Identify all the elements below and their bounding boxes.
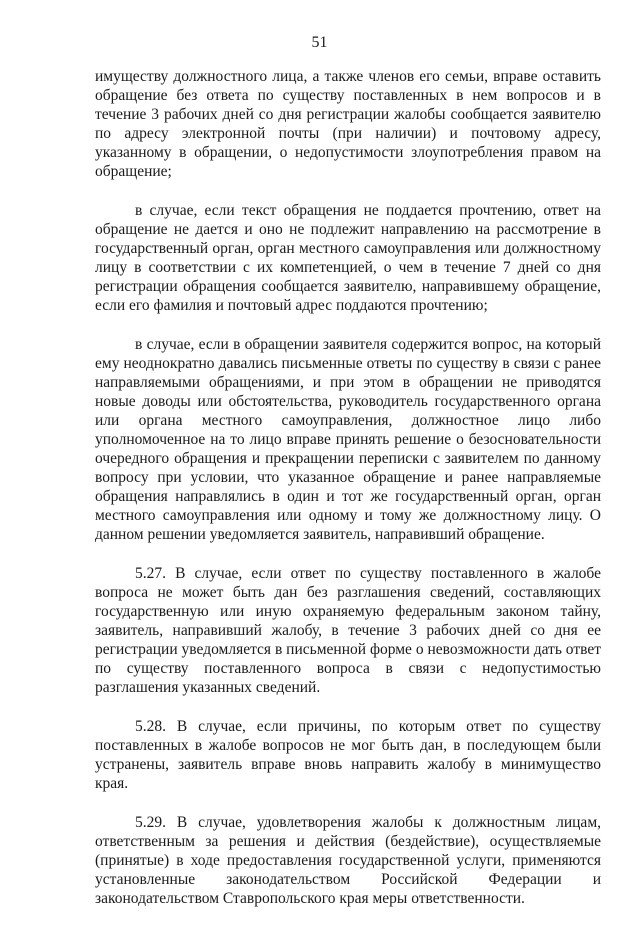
paragraph-unreadable-text: в случае, если текст обращения не поддается прочтению, ответ на обращение не дается и оно не подлежит направлению на рассмотрение в государственный орган, орган местного самоуправления или должностному лицу в соответствии с их компетенцией, о чем в течение 7 дней со дня регистрации обращения сообщается заявителю, направившему обращение, если его фамилия и почтовый адрес поддаются прочтению;	[95, 202, 601, 314]
paragraph-continued: имуществу должностного лица, а также членов его семьи, вправе оставить обращение без ответа по существу поставленных в нем вопросов и в течение 3 рабочих дней со дня регистрации жалобы сообщается заявителю по адресу электронной почты (при наличии) и почтовому адресу, указанному в обращении, о недопустимости злоупотребления правом на обращение;	[95, 68, 601, 180]
page-number: 51	[311, 34, 328, 51]
paragraph-5-28: 5.28. В случае, если причины, по которым ответ по существу поставленных в жалобе вопросов не мог быть дан, в последующем были устранены, заявитель вправе вновь направить жалобу в минимущество края.	[95, 718, 601, 792]
paragraph-5-27: 5.27. В случае, если ответ по существу поставленного в жалобе вопроса не может быть дан без разглашения сведений, составляющих государственную или иную охраняемую федеральным законом тайну, заявитель, направивший жалобу, в течение 3 рабочих дней со дня ее регистрации уведомляется в письменной форме о невозможности дать ответ по существу поставленного вопроса в связи с недопустимостью разглашения указанных сведений.	[95, 565, 601, 696]
paragraph-5-29: 5.29. В случае, удовлетворения жалобы к должностным лицам, ответственным за решения и действия (бездействие), осуществляемые (принятые) в ходе предоставления государственной услуги, применяются установленные законодательством Российской Федерации и законодательством Ставропольского края меры ответственности.	[95, 814, 601, 907]
paragraph-repeated-appeal: в случае, если в обращении заявителя содержится вопрос, на который ему неоднократно давались письменные ответы по существу в связи с ранее направляемыми обращениями, и при этом в обращении не приводятся новые доводы или обстоятельства, руководитель государственного органа или органа местного самоуправления, должностное лицо либо уполномоченное на то лицо вправе принять решение о безосновательности очередного обращения и прекращении переписки с заявителем по данному вопросу при условии, что указанное обращение и ранее направляемые обращения направлялись в один и тот же государственный орган, орган местного самоуправления или одному и тому же должностному лицу. О данном решении уведомляется заявитель, направивший обращение.	[95, 336, 601, 543]
document-body	[95, 67, 601, 928]
